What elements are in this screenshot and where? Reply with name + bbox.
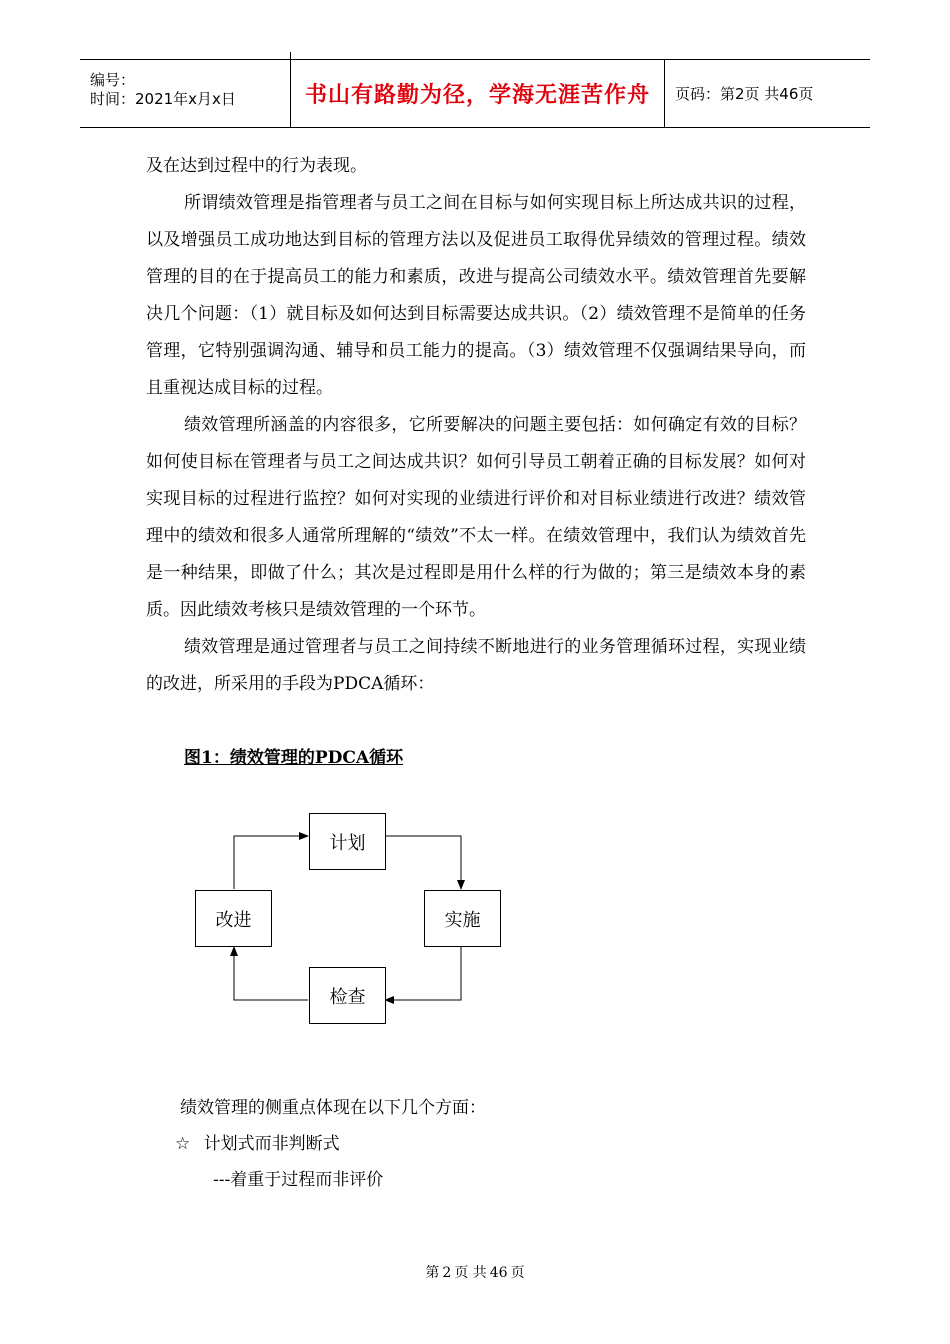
footer-total-pages: 46 <box>489 1265 508 1281</box>
paragraph: 及在达到过程中的行为表现。 <box>146 156 367 176</box>
pdca-node-do: 实施 <box>424 890 501 947</box>
header-meta <box>80 52 291 127</box>
pdca-node-act: 改进 <box>195 890 272 947</box>
header-page-label: 页码：第2页 共46页 <box>675 85 814 103</box>
focus-bullet <box>175 1126 486 1162</box>
header-motto: 书山有路勤为径，学海无涯苦作舟 <box>304 83 650 108</box>
document-date-label: 时间：2021年x月x日 <box>90 89 236 108</box>
star-icon: ☆ <box>175 1134 191 1154</box>
focus-intro: 绩效管理的侧重点体现在以下几个方面： <box>180 1098 486 1118</box>
document-body <box>146 148 806 703</box>
paragraph: 绩效管理是通过管理者与员工之间持续不断地进行的业务管理循环过程，实现业绩的改进，所采用的手段为PDCA循环： <box>146 637 806 694</box>
focus-bullet-text: 计划式而非判断式 <box>203 1134 340 1154</box>
footer-page-number: 2 <box>442 1265 452 1281</box>
figure-title: 图1：绩效管理的PDCA循环 <box>184 748 404 768</box>
arrow-plan-to-do <box>385 836 461 889</box>
focus-section <box>175 1090 486 1198</box>
footer-prefix: 第 <box>425 1265 440 1281</box>
page-footer <box>0 1262 950 1282</box>
arrow-do-to-check <box>385 946 461 1000</box>
footer-middle: 页 共 <box>454 1265 487 1281</box>
pdca-node-check: 检查 <box>309 967 386 1024</box>
document-number-label: 编号： <box>90 70 136 89</box>
arrow-act-to-plan <box>234 836 308 889</box>
pdca-node-plan: 计划 <box>309 813 386 870</box>
focus-sub: ---着重于过程而非评价 <box>213 1170 384 1190</box>
footer-suffix: 页 <box>510 1265 525 1281</box>
page-header <box>80 59 870 128</box>
header-motto-cell <box>291 60 665 127</box>
paragraph: 绩效管理所涵盖的内容很多，它所要解决的问题主要包括：如何确定有效的目标？如何使目标在管理者与员工之间达成共识？如何引导员工朝着正确的目标发展？如何对实现目标的过程进行监控？如何对实现的业绩进行评价和对目标业绩进行改进？绩效管理中的绩效和很多人通常所理解的“绩效”不太一样。在绩效管理中，我们认为绩效首先是一种结果，即做了什么；其次是过程即是用什么样的行为做的；第三是绩效本身的素质。因此绩效考核只是绩效管理的一个环节。 <box>146 415 806 620</box>
header-page-cell <box>665 60 870 127</box>
pdca-diagram <box>190 808 510 1030</box>
arrow-check-to-act <box>234 947 308 1000</box>
paragraph: 所谓绩效管理是指管理者与员工之间在目标与如何实现目标上所达成共识的过程，以及增强员工成功地达到目标的管理方法以及促进员工取得优异绩效的管理过程。绩效管理的目的在于提高员工的能力和素质，改进与提高公司绩效水平。绩效管理首先要解决几个问题：（1）就目标及如何达到目标需要达成共识。（2）绩效管理不是简单的任务管理，它特别强调沟通、辅导和员工能力的提高。（3）绩效管理不仅强调结果导向，而且重视达成目标的过程。 <box>146 193 806 398</box>
